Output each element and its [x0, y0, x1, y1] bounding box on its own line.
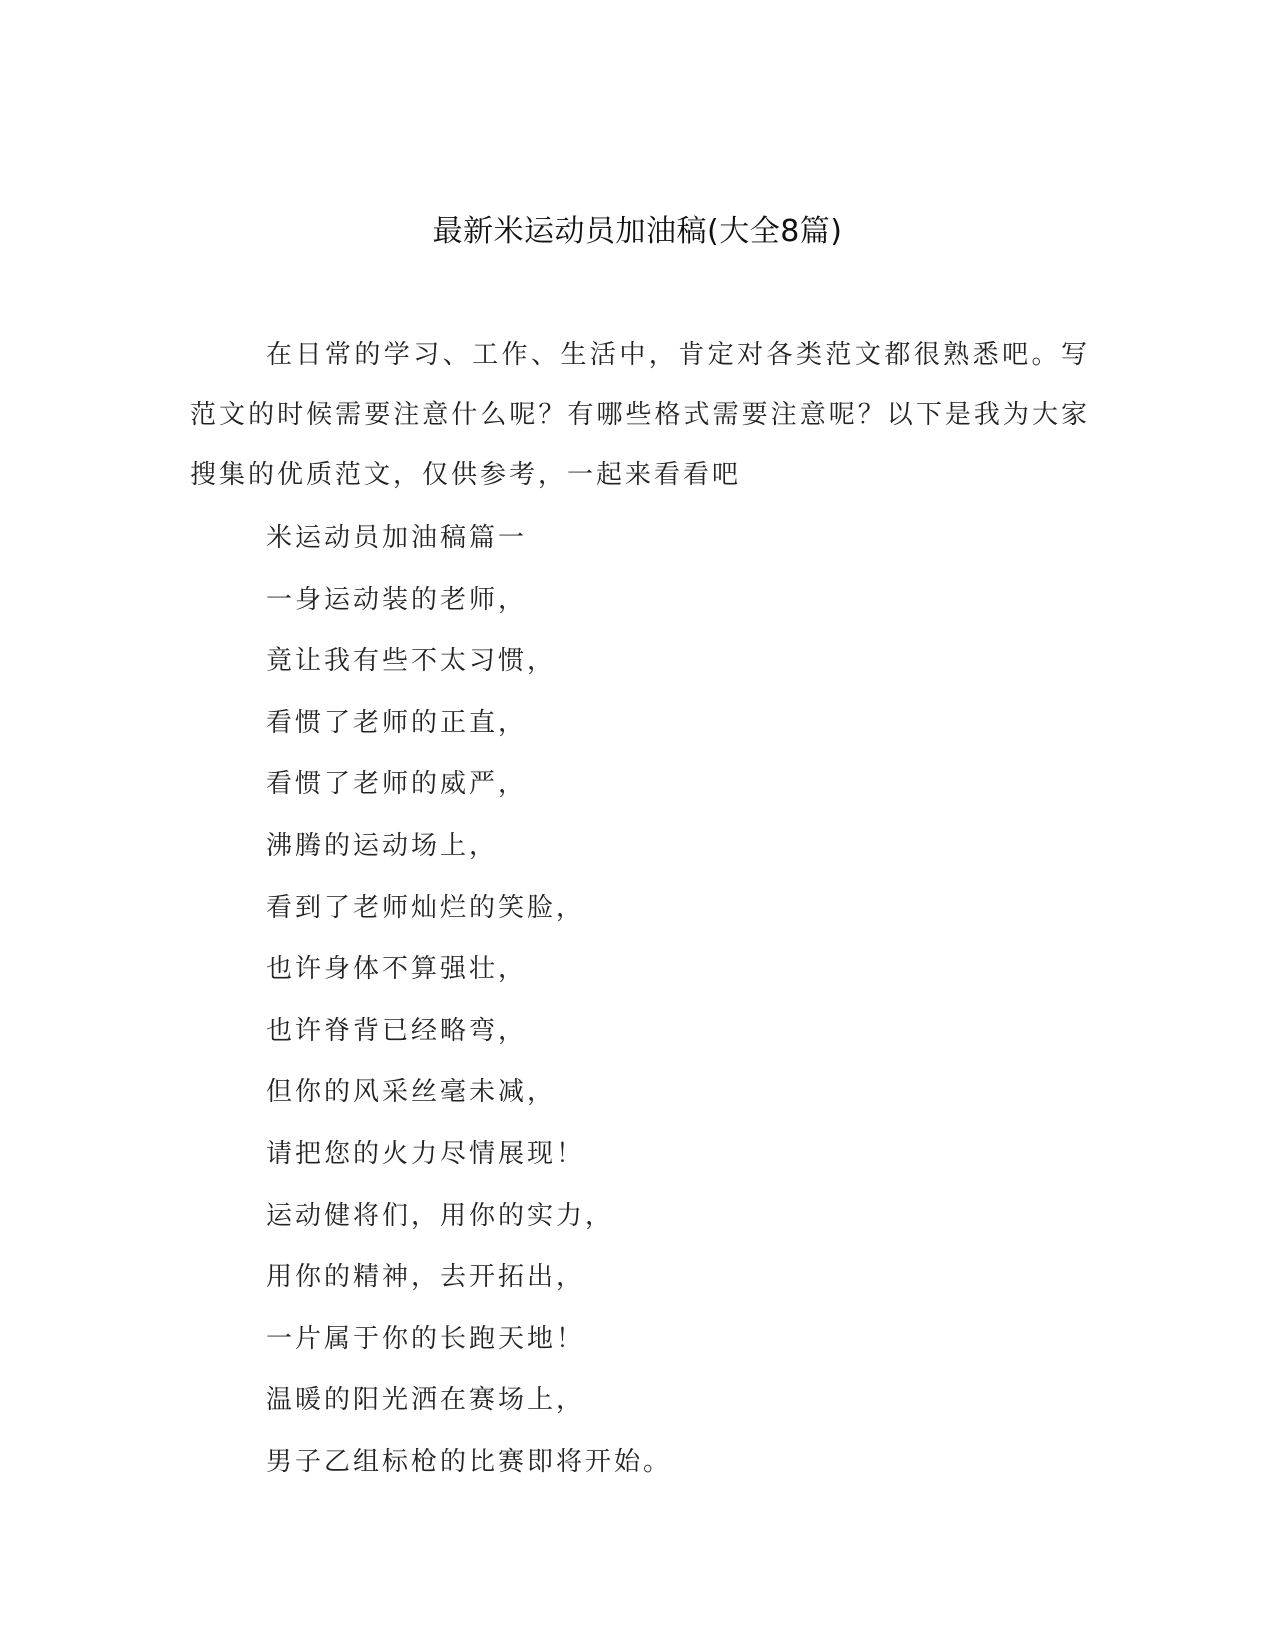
poem-line: 温暖的阳光洒在赛场上， — [266, 1385, 586, 1416]
document-title: 最新米运动员加油稿(大全8篇) — [432, 214, 843, 249]
poem-line: 请把您的火力尽情展现！ — [266, 1138, 586, 1169]
poem-line: 看到了老师灿烂的笑脸， — [266, 892, 586, 923]
poem-line: 一片属于你的长跑天地！ — [266, 1323, 586, 1354]
poem-line: 也许身体不算强壮， — [266, 954, 528, 985]
poem-line: 看惯了老师的正直， — [266, 707, 528, 738]
poem-line: 男子乙组标枪的比赛即将开始。 — [266, 1446, 673, 1477]
section-heading: 米运动员加油稿篇一 — [266, 523, 528, 553]
poem-line: 也许脊背已经略弯， — [266, 1015, 528, 1046]
poem-lines — [266, 508, 1086, 1494]
poem-line: 用你的精神，去开拓出， — [266, 1262, 586, 1293]
poem-line: 竟让我有些不太习惯， — [266, 646, 557, 677]
intro-paragraph: 在日常的学习、工作、生活中，肯定对各类范文都很熟悉吧。写范文的时候需要注意什么呢？有哪些格式需要注意呢？以下是我为大家搜集的优质范文，仅供参考，一起来看看吧 — [190, 340, 1090, 490]
poem-line: 但你的风采丝毫未减， — [266, 1077, 557, 1108]
poem-line: 沸腾的运动场上， — [266, 830, 499, 861]
poem-line: 一身运动装的老师， — [266, 584, 528, 615]
poem-line: 看惯了老师的威严， — [266, 769, 528, 800]
poem-line: 运动健将们，用你的实力， — [266, 1200, 615, 1231]
